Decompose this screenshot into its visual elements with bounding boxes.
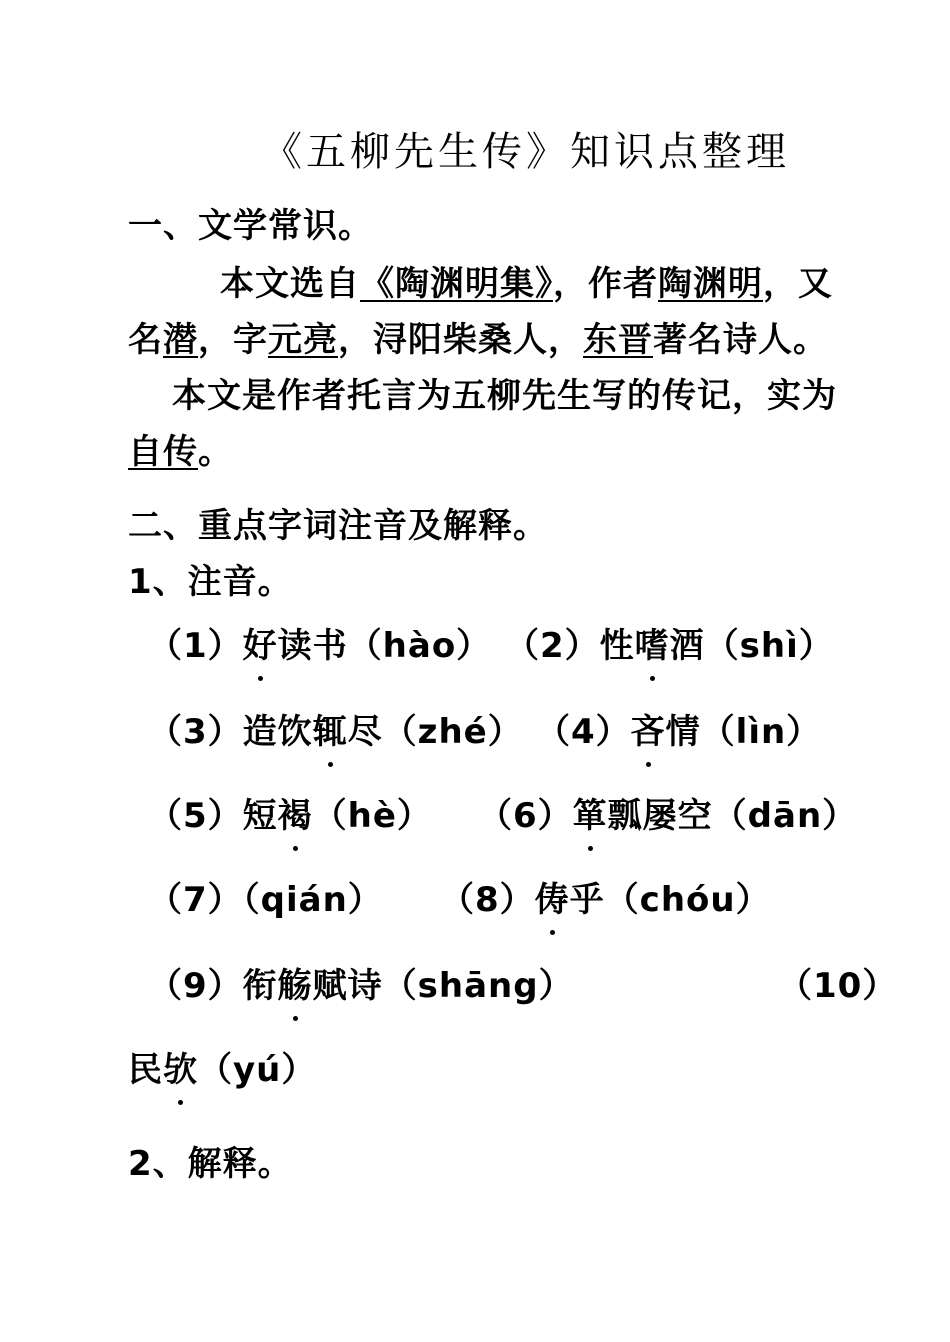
dotted-char: 吝: [631, 704, 666, 753]
word-post: 读书: [277, 626, 348, 666]
section2-heading: 二、重点字词注音及解释。: [128, 506, 548, 546]
text: ，浔阳柴桑人，: [338, 320, 583, 360]
pinyin: （yú）: [198, 1050, 317, 1090]
word-pre: 衔: [242, 966, 278, 1006]
pronunciation-item: [148, 958, 574, 1007]
book-title-underlined: 《陶渊明集》: [360, 264, 553, 304]
text: 著名诗人。: [653, 320, 828, 360]
autobiography-underlined: 自传: [128, 432, 198, 472]
pronunciation-item: [536, 704, 821, 753]
dotted-char: 欤: [163, 1042, 198, 1091]
subsection-explanation: 2、解释。: [128, 1144, 293, 1184]
item-number: （4）: [536, 712, 631, 752]
dynasty-underlined: 东晋: [583, 320, 653, 360]
item-number: （6）: [478, 796, 573, 836]
pinyin: （zhé）: [382, 712, 523, 752]
text: ，字: [198, 320, 268, 360]
item-number: （3）: [148, 712, 243, 752]
word-post: 赋诗: [312, 966, 383, 1006]
pinyin: （hè）: [312, 796, 432, 836]
paragraph-line-2: [128, 312, 828, 361]
word-post: 酒: [669, 626, 705, 666]
pinyin: （shāng）: [382, 966, 574, 1006]
pinyin: （chóu）: [604, 880, 771, 920]
paragraph-line-4: [128, 424, 233, 473]
word-post: 瓢屡空: [607, 796, 713, 836]
dotted-char: 辄: [313, 704, 348, 753]
item-number: （9）: [148, 966, 243, 1006]
pronunciation-item: [440, 872, 771, 921]
word-pre: 民: [128, 1050, 163, 1090]
pinyin: （qián）: [242, 880, 383, 920]
item-number: （1）: [148, 626, 243, 666]
text: 名: [128, 320, 163, 360]
word-pre: 造饮: [242, 712, 313, 752]
dotted-char: 嗜: [635, 618, 670, 667]
word-post: 尽: [347, 712, 383, 752]
page-title: 《五柳先生传》知识点整理: [262, 129, 790, 175]
dotted-char: 好: [243, 618, 278, 667]
item-number: （8）: [440, 880, 535, 920]
item-number: （7）: [148, 880, 243, 920]
pinyin: （shì）: [704, 626, 834, 666]
pinyin: （dān）: [712, 796, 858, 836]
paragraph-line-3: 本文是作者托言为五柳先生写的传记，实为: [172, 376, 837, 416]
text: ，又: [763, 264, 833, 304]
item-number: （5）: [148, 796, 243, 836]
dotted-char: 俦: [535, 872, 570, 921]
pronunciation-item: [505, 618, 834, 667]
subsection-pronunciation: 1、注音。: [128, 562, 293, 602]
dotted-char: 觞: [278, 958, 313, 1007]
name-underlined: 潜: [163, 320, 198, 360]
courtesy-name-underlined: 元亮: [268, 320, 338, 360]
pronunciation-item: [148, 788, 432, 837]
text: 本文选自: [220, 264, 360, 304]
word-post: 乎: [569, 880, 605, 920]
item-number: （2）: [505, 626, 600, 666]
dotted-char: 褐: [278, 788, 313, 837]
text: 。: [198, 432, 233, 472]
pronunciation-item: [148, 618, 491, 667]
section1-heading: 一、文学常识。: [128, 206, 373, 246]
text: ，作者: [553, 264, 658, 304]
pinyin: （lìn）: [700, 712, 822, 752]
word-pre: 短: [242, 796, 278, 836]
dotted-char: 箪: [573, 788, 608, 837]
item-number: （10）: [778, 966, 898, 1006]
pronunciation-item: [148, 704, 523, 753]
pronunciation-item: [478, 788, 857, 837]
author-underlined: 陶渊明: [658, 264, 763, 304]
word-pre: 性: [599, 626, 635, 666]
word-post: 情: [665, 712, 701, 752]
paragraph-line-1: [220, 256, 833, 305]
pronunciation-item: [148, 872, 383, 921]
pinyin: （hào）: [347, 626, 492, 666]
pronunciation-item: [128, 1042, 316, 1091]
